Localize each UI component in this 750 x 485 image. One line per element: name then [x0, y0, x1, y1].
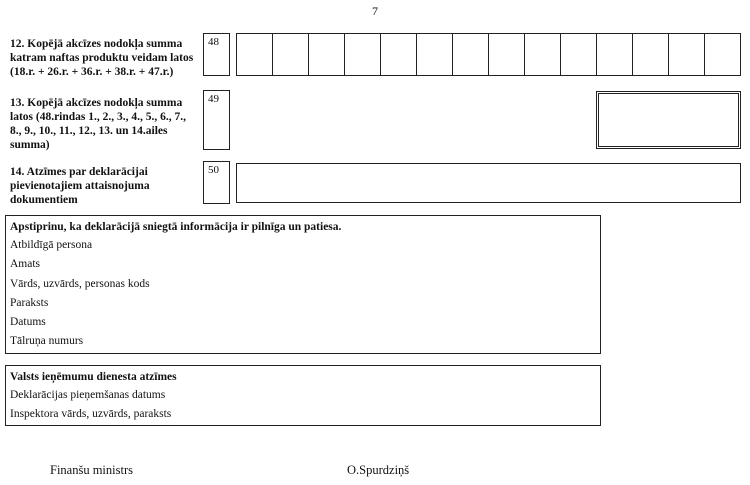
amount-cell[interactable]	[308, 34, 344, 75]
amount-cell[interactable]	[524, 34, 560, 75]
minister-name: O.Spurdziņš	[347, 463, 410, 477]
amount-cell[interactable]	[704, 34, 740, 75]
amount-cell[interactable]	[668, 34, 704, 75]
row-13-label: 13. Kopējā akcīzes nodokļa summa latos (48.rindas 1., 2., 3., 4., 5., 6., 7., 8., 9., 10., 11., 12., 13. un 14.ailes summa)	[10, 97, 187, 151]
row-12-code: 48	[203, 33, 230, 76]
amount-cell[interactable]	[237, 34, 272, 75]
row-13-total-box[interactable]	[596, 91, 741, 149]
revenue-service-heading: Valsts ieņēmumu dienesta atzīmes	[10, 371, 177, 383]
amount-cell[interactable]	[452, 34, 488, 75]
row-12-label: 12. Kopējā akcīzes nodokļa summa katram naftas produktu veidam latos (18.r. + 26.r. + 36.r. + 38.r. + 47.r.)	[10, 38, 194, 78]
amount-cell[interactable]	[380, 34, 416, 75]
amount-cell[interactable]	[416, 34, 452, 75]
amount-cell[interactable]	[272, 34, 308, 75]
row-14-label: 14. Atzīmes par deklarācijai pievienotajiem attaisnojuma dokumentiem	[10, 166, 150, 206]
field-name-personal-code: Vārds, uzvārds, personas kods	[10, 277, 150, 290]
minister-title: Finanšu ministrs	[50, 463, 133, 477]
amount-cell[interactable]	[632, 34, 668, 75]
confirmation-section	[5, 215, 601, 354]
row-14-code: 50	[203, 161, 230, 204]
row-12-amount-cells[interactable]	[236, 33, 741, 76]
field-position: Amats	[10, 258, 41, 271]
field-signature: Paraksts	[10, 296, 49, 309]
confirmation-heading: Apstiprinu, ka deklarācijā sniegtā informācija ir pilnīga un patiesa.	[10, 221, 342, 233]
field-acceptance-date: Deklarācijas pieņemšanas datums	[10, 389, 166, 401]
amount-cell[interactable]	[596, 34, 632, 75]
field-inspector: Inspektora vārds, uzvārds, paraksts	[10, 408, 172, 420]
row-13-code: 49	[203, 90, 230, 150]
field-date: Datums	[10, 316, 46, 329]
amount-cell[interactable]	[560, 34, 596, 75]
amount-cell[interactable]	[488, 34, 524, 75]
amount-cell[interactable]	[344, 34, 380, 75]
field-responsible-person: Atbildīgā persona	[10, 239, 93, 251]
page-number: 7	[372, 4, 378, 18]
row-14-notes-box[interactable]	[236, 163, 741, 203]
revenue-service-section	[5, 365, 601, 426]
field-phone-number: Tālruņa numurs	[10, 335, 84, 348]
